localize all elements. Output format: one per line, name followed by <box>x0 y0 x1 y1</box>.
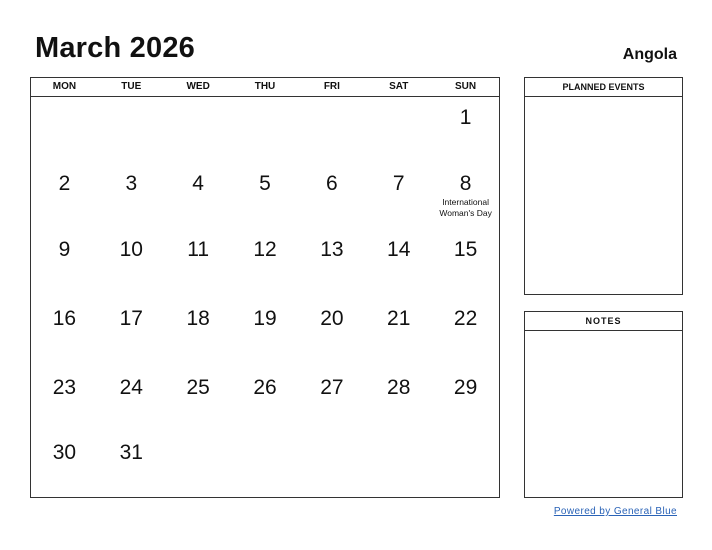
calendar-day-cell <box>232 97 299 163</box>
day-number: 21 <box>387 307 411 330</box>
day-number: 30 <box>52 441 77 464</box>
calendar-day-cell <box>98 163 165 229</box>
weekday-fri: FRI <box>323 81 340 92</box>
day-number: 23 <box>52 376 77 399</box>
day-number <box>165 432 232 441</box>
day-number <box>232 97 299 106</box>
calendar-week-row <box>31 432 499 494</box>
day-number: 13 <box>320 238 344 261</box>
notes-panel <box>524 311 683 498</box>
calendar-day-cell <box>365 163 432 229</box>
calendar-day-cell <box>432 367 499 432</box>
calendar-day-cell <box>298 367 365 432</box>
day-number: 18 <box>186 307 210 330</box>
calendar-day-cell <box>432 432 499 494</box>
day-number <box>98 97 165 106</box>
calendar-day-cell <box>165 298 232 367</box>
day-number: 6 <box>326 172 338 195</box>
day-number <box>298 97 365 106</box>
calendar-day-cell <box>98 432 165 494</box>
calendar-day-cell <box>365 229 432 298</box>
calendar-day-cell <box>31 229 98 298</box>
calendar-week-row <box>31 97 499 163</box>
calendar-day-cell <box>232 432 299 494</box>
day-number: 9 <box>58 238 71 261</box>
calendar-day-cell <box>165 97 232 163</box>
day-number: 7 <box>392 172 405 195</box>
calendar-day-cell <box>98 229 165 298</box>
day-number: 11 <box>187 238 210 261</box>
calendar-day-cell <box>365 367 432 432</box>
day-number: 25 <box>186 376 210 399</box>
calendar-day-cell <box>298 163 365 229</box>
calendar-week-row <box>31 163 499 229</box>
calendar-day-cell <box>98 97 165 163</box>
calendar-day-cell <box>432 229 499 298</box>
day-number: 17 <box>119 307 143 330</box>
day-number: 4 <box>192 172 204 195</box>
day-number <box>432 432 499 441</box>
day-number: 26 <box>253 376 277 399</box>
calendar-grid <box>30 77 500 498</box>
calendar-day-cell <box>165 229 232 298</box>
page-title: March 2026 <box>35 32 195 64</box>
holiday-label: International Woman's Day <box>439 197 492 218</box>
calendar-day-cell <box>432 97 499 163</box>
calendar-weeks <box>31 97 499 494</box>
calendar-week-row <box>31 229 499 298</box>
calendar-day-cell <box>31 298 98 367</box>
day-number: 8 <box>459 172 472 195</box>
day-number: 16 <box>52 307 77 330</box>
calendar-day-cell <box>165 367 232 432</box>
day-number: 3 <box>125 172 138 195</box>
day-number: 31 <box>119 441 143 464</box>
day-number: 29 <box>453 376 478 399</box>
powered-by-link[interactable]: Powered by General Blue <box>553 506 677 517</box>
calendar-day-cell <box>232 163 299 229</box>
day-number: 1 <box>459 106 472 129</box>
calendar-day-cell <box>365 298 432 367</box>
calendar-day-cell <box>165 163 232 229</box>
day-number: 24 <box>119 376 143 399</box>
day-number: 22 <box>453 307 478 330</box>
weekday-sun: SUN <box>455 81 477 92</box>
day-number <box>31 97 98 106</box>
day-number <box>232 432 299 441</box>
calendar-day-cell <box>232 367 299 432</box>
day-number <box>165 97 232 106</box>
calendar-week-row <box>31 367 499 432</box>
weekday-mon: MON <box>52 81 77 92</box>
calendar-day-cell <box>232 229 299 298</box>
calendar-day-cell <box>98 298 165 367</box>
day-number: 5 <box>259 172 271 195</box>
calendar-week-row <box>31 298 499 367</box>
calendar-day-cell <box>31 163 98 229</box>
calendar-day-cell <box>98 367 165 432</box>
day-number <box>298 432 365 441</box>
calendar-day-cell <box>31 432 98 494</box>
day-number: 12 <box>253 238 277 261</box>
calendar-day-cell <box>432 298 499 367</box>
calendar-day-cell <box>31 97 98 163</box>
calendar-day-cell <box>432 163 499 229</box>
weekday-sat: SAT <box>389 81 409 92</box>
planned-events-title: PLANNED EVENTS <box>525 78 682 97</box>
notes-title: NOTES <box>525 312 682 331</box>
weekday-header <box>31 78 499 97</box>
calendar-day-cell <box>298 97 365 163</box>
calendar-day-cell <box>365 97 432 163</box>
day-number: 10 <box>119 238 143 261</box>
calendar-day-cell <box>31 367 98 432</box>
calendar-day-cell <box>232 298 299 367</box>
day-number: 19 <box>253 307 277 330</box>
day-number: 2 <box>58 172 71 195</box>
weekday-tue: TUE <box>121 81 142 92</box>
day-number: 20 <box>320 307 344 330</box>
day-number <box>365 97 432 106</box>
day-number: 15 <box>453 238 478 261</box>
calendar-day-cell <box>165 432 232 494</box>
calendar-day-cell <box>298 229 365 298</box>
planned-events-panel <box>524 77 683 295</box>
calendar-day-cell <box>298 298 365 367</box>
calendar-day-cell <box>298 432 365 494</box>
day-number <box>365 432 432 441</box>
calendar-day-cell <box>365 432 432 494</box>
day-number: 14 <box>387 238 411 261</box>
weekday-thu: THU <box>254 81 276 92</box>
country-label: Angola <box>622 46 677 63</box>
day-number: 28 <box>387 376 411 399</box>
weekday-wed: WED <box>186 81 210 92</box>
day-number: 27 <box>320 376 344 399</box>
